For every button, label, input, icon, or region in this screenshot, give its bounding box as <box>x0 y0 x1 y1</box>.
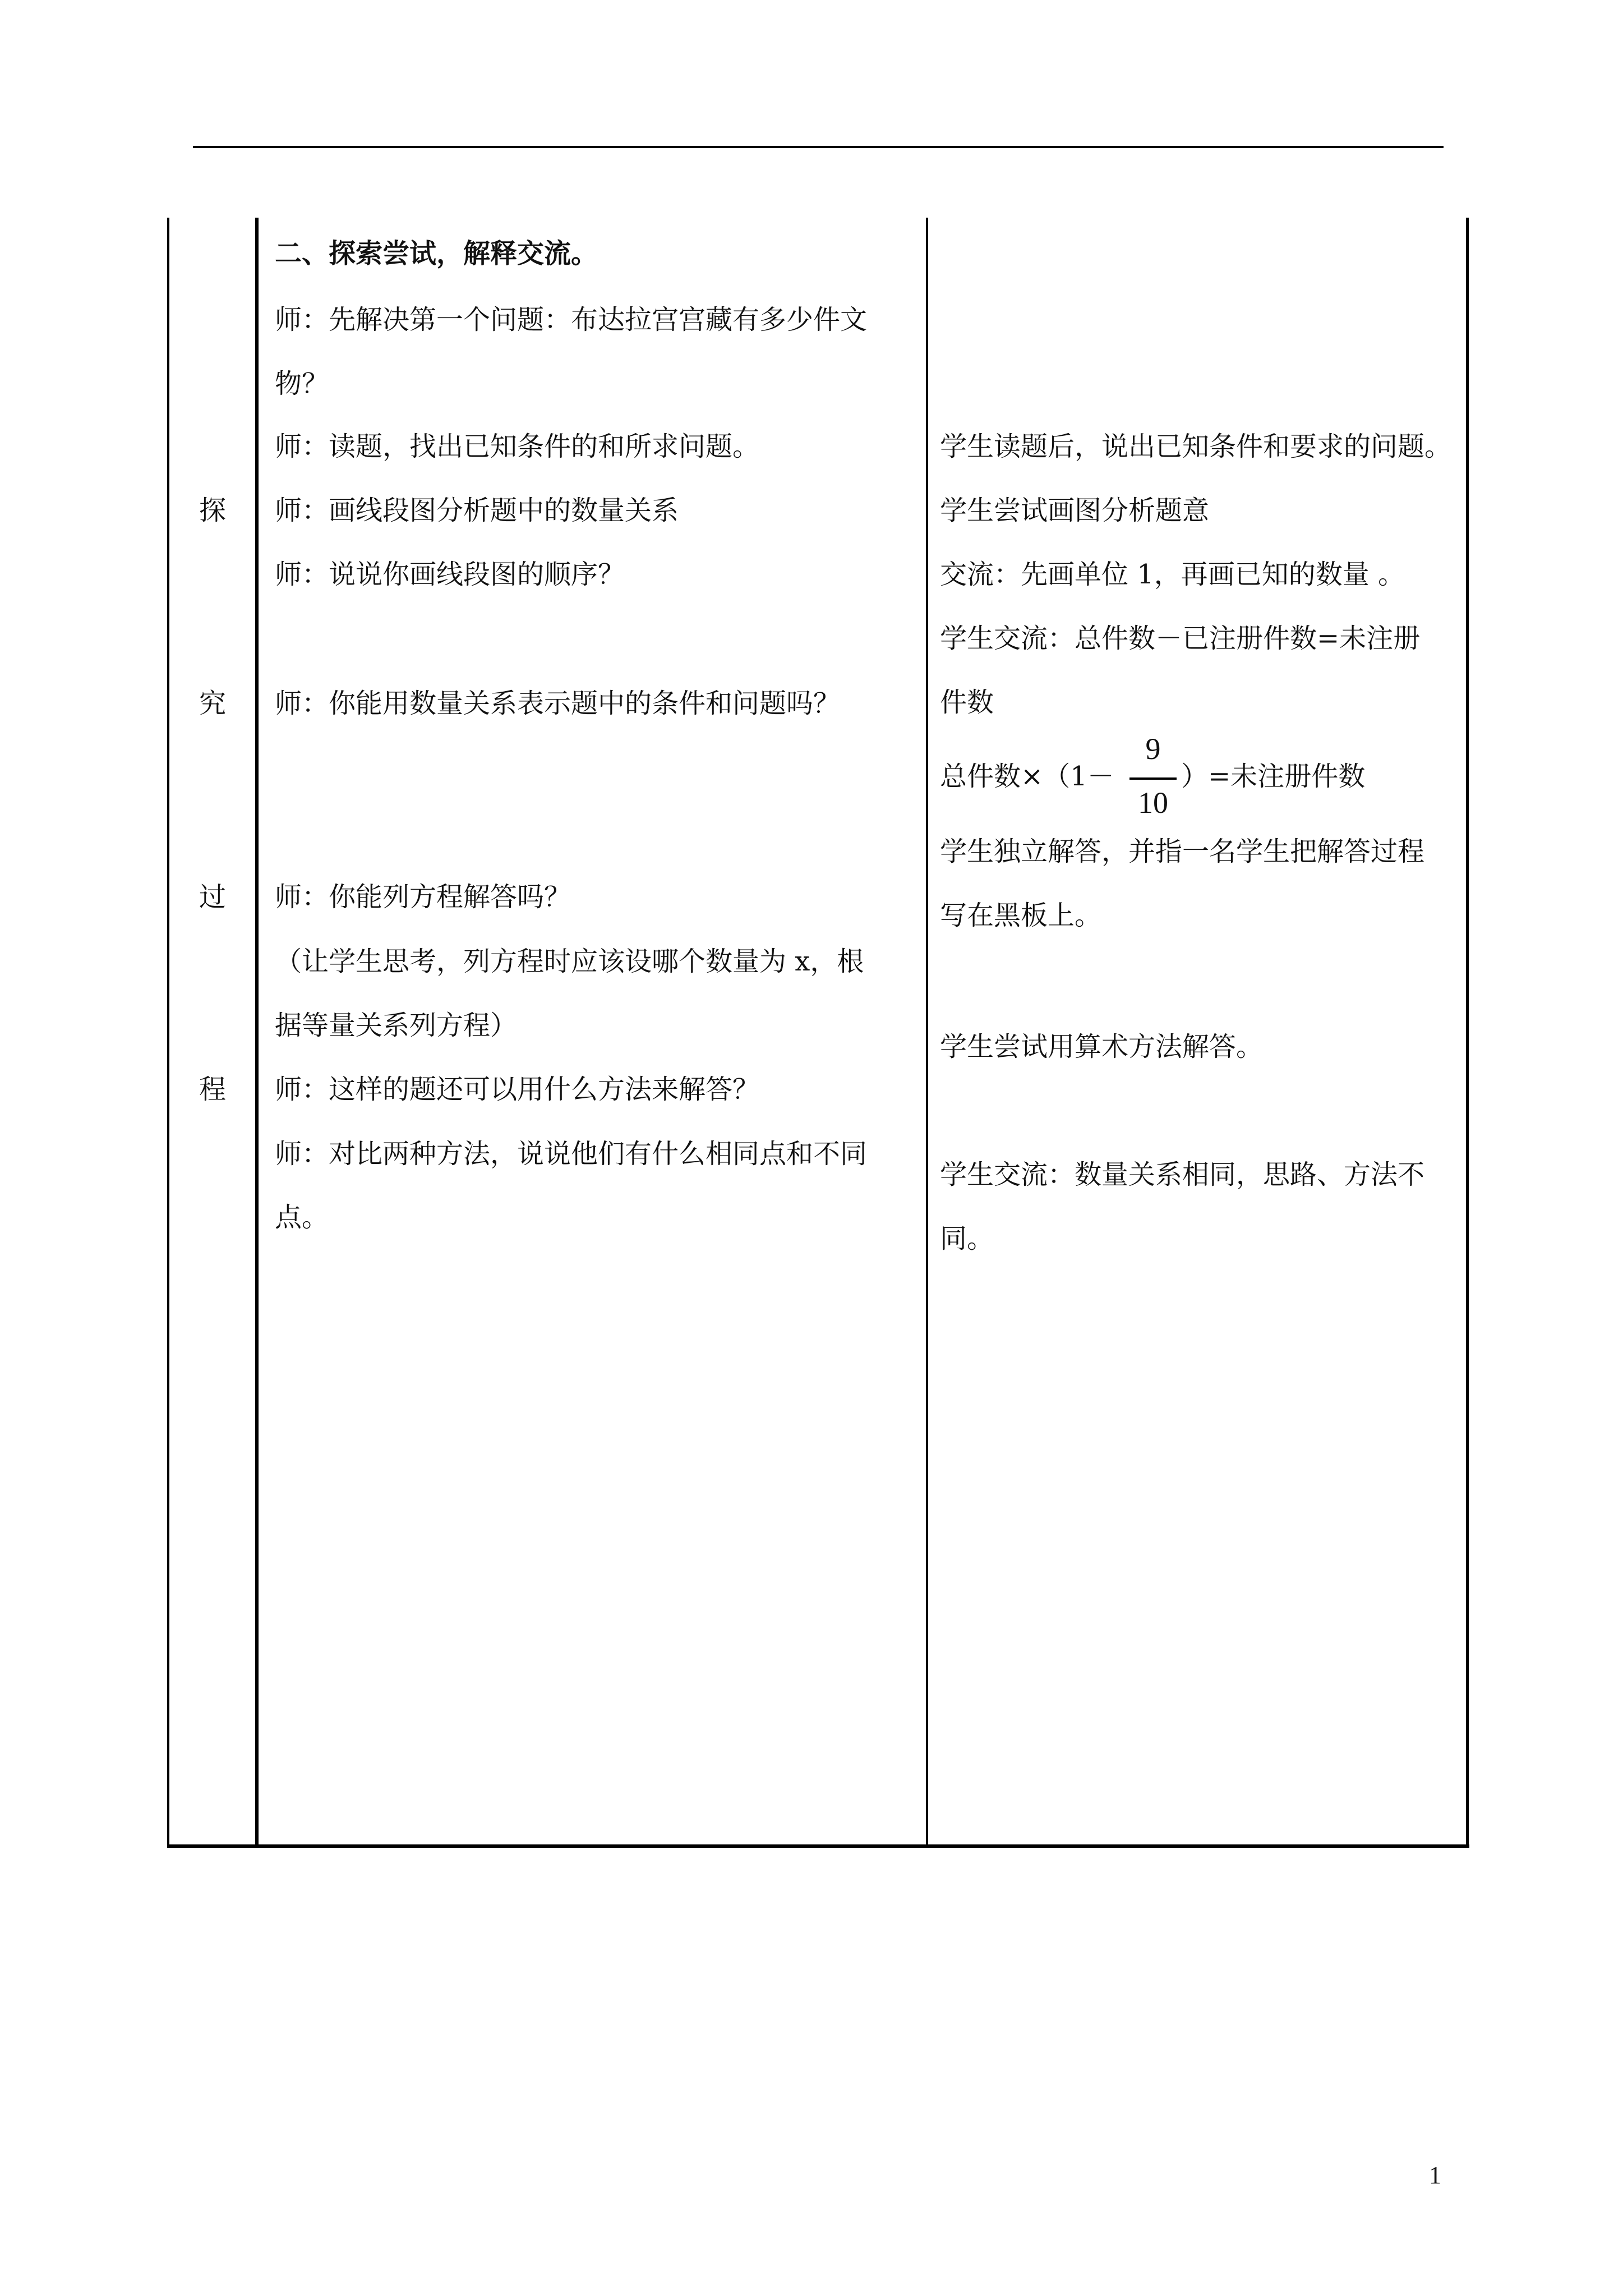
formula-suffix: ）=未注册件数 <box>1181 761 1366 792</box>
teacher-line: 师：你能列方程解答吗？ <box>275 881 571 913</box>
student-line: 学生读题后，说出已知条件和要求的问题。 <box>940 431 1452 462</box>
stage-char-4: 程 <box>199 1074 227 1105</box>
stage-char-2: 究 <box>199 688 227 719</box>
student-line: 学生尝试用算术方法解答。 <box>940 1031 1264 1062</box>
teacher-line: （让学生思考，列方程时应该设哪个数量为 x，根 <box>275 946 864 977</box>
page-number: 1 <box>1429 2161 1441 2189</box>
table-right-border <box>1466 218 1469 1848</box>
teacher-line: 师：画线段图分析题中的数量关系 <box>275 495 679 526</box>
student-line: 学生交流：数量关系相同，思路、方法不 <box>940 1159 1425 1190</box>
header-rule <box>193 146 1444 148</box>
fraction-bar <box>1129 777 1177 780</box>
student-line: 学生交流：总件数－已注册件数=未注册 <box>940 623 1421 654</box>
teacher-line: 物？ <box>275 368 329 399</box>
teacher-line: 点。 <box>275 1202 329 1233</box>
stage-char-1: 探 <box>199 495 227 526</box>
column-divider-1 <box>255 218 259 1848</box>
teacher-line: 师：说说你画线段图的顺序？ <box>275 559 625 590</box>
fraction-numerator: 9 <box>1145 732 1161 766</box>
student-line: 同。 <box>940 1223 994 1254</box>
stage-char-3: 过 <box>199 881 227 913</box>
teacher-line: 据等量关系列方程） <box>275 1010 518 1041</box>
fraction-nine-tenths <box>1127 734 1179 823</box>
student-line: 学生尝试画图分析题意 <box>940 495 1210 526</box>
teacher-line: 师：先解决第一个问题：布达拉宫宫藏有多少件文 <box>275 304 868 335</box>
table-left-border <box>167 218 169 1848</box>
teacher-line: 师：你能用数量关系表示题中的条件和问题吗？ <box>275 688 841 719</box>
formula-prefix: 总件数×（1－ <box>940 761 1114 792</box>
student-line: 写在黑板上。 <box>940 900 1102 931</box>
student-line: 交流：先画单位 1，再画已知的数量 。 <box>940 559 1405 590</box>
table-bottom-border <box>167 1844 1469 1848</box>
teacher-line: 师：对比两种方法，说说他们有什么相同点和不同 <box>275 1138 868 1170</box>
student-line: 学生独立解答，并指一名学生把解答过程 <box>940 836 1425 867</box>
column-divider-2 <box>926 218 928 1848</box>
teacher-line: 师：读题，找出已知条件的和所求问题。 <box>275 431 760 462</box>
student-line: 件数 <box>940 687 994 718</box>
teacher-line: 师：这样的题还可以用什么方法来解答？ <box>275 1074 760 1105</box>
fraction-denominator: 10 <box>1138 786 1168 820</box>
section-heading: 二、探索尝试，解释交流。 <box>275 238 598 269</box>
